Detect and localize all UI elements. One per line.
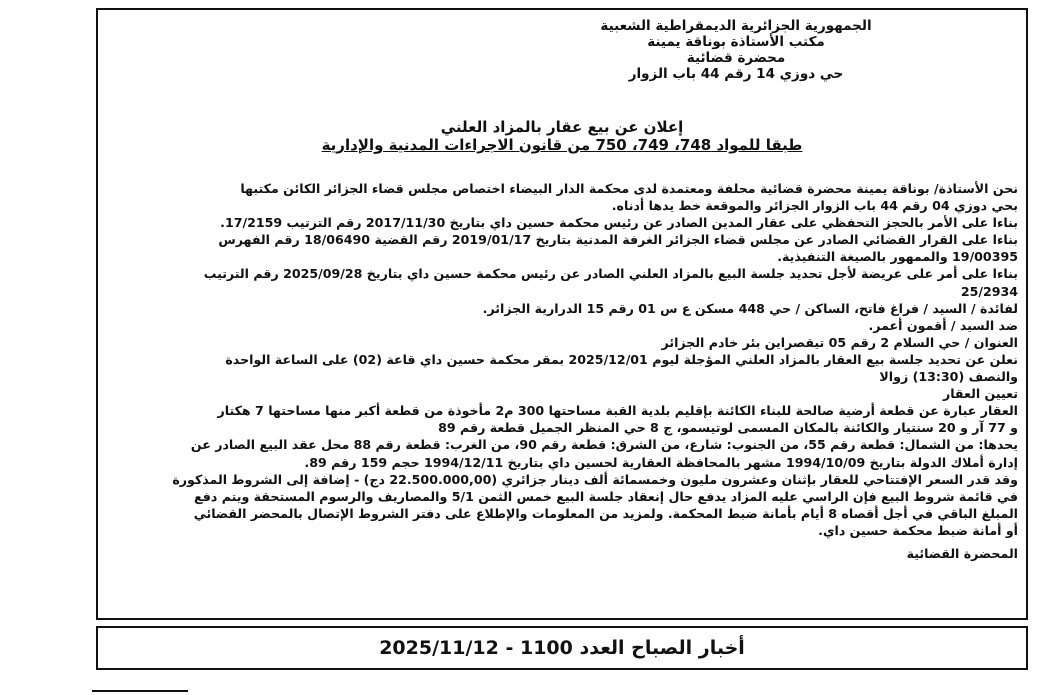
header-role: محضرة قضائية bbox=[686, 50, 786, 66]
body-line: تعيين العقار bbox=[942, 386, 1018, 402]
announcement-sheet bbox=[96, 8, 1028, 620]
body-line: العقار عبارة عن قطعة أرضية صالحة للبناء الكائنة بإقليم بلدية القبة مساحتها 300 م2 مأخوذة من قطعة أكبر منها مساحتها 7 هكتار bbox=[217, 403, 1018, 419]
body-line: بناءا على أمر على عريضة لأجل تحديد جلسة البيع بالمزاد العلني الصادر عن رئيس محكمة حسين داي بتاريخ 2025/09/28 رقم الترتيب bbox=[203, 266, 1018, 282]
header-address: حي دوزي 14 رقم 44 باب الزوار bbox=[628, 66, 844, 82]
body-line: والنصف (13:30) زوالا bbox=[879, 369, 1018, 385]
body-line: لفائدة / السيد / فراغ فاتح، الساكن / حي 448 مسكن ع س 01 رقم 15 الدرارية الجزائر. bbox=[482, 300, 1018, 316]
body-line: و 77 آر و 20 سنتيار والكائنة بالمكان المسمى لوتيسمو، ج 8 حي المنظر الجميل قطعة رقم 89 bbox=[438, 420, 1018, 436]
title-main: إعلان عن بيع عقار بالمزاد العلني bbox=[440, 118, 684, 136]
publication-footer: أخبار الصباح العدد 1100 - 2025/11/12 bbox=[96, 626, 1028, 670]
header-republic: الجمهورية الجزائرية الديمقراطية الشعبية bbox=[600, 18, 872, 34]
body-line: إدارة أملاك الدولة بتاريخ 1994/10/09 مشهر بالمحافظة العقارية لحسين داي بتاريخ 1994/12/11 حجم 159 رقم 89. bbox=[304, 454, 1018, 470]
body-line: بحي دوزي 04 رقم 44 باب الزوار الجزائر والموقعة خط يدها أدناه. bbox=[611, 198, 1018, 214]
issuer-header bbox=[476, 18, 996, 82]
title-legal-basis: طبقا للمواد 748، 749، 750 من قانون الاجراءات المدنية والإدارية bbox=[321, 136, 803, 154]
page-divider bbox=[92, 690, 188, 692]
body-line: بناءا على الأمر بالحجز التحفظي على عقار المدين الصادر عن رئيس محكمة حسين داي بتاريخ 2017/11/30 رقم الترتيب 17/2159. bbox=[220, 215, 1018, 231]
body-line: المبلغ الباقي في أجل أقصاه 8 أيام بأمانة ضبط المحكمة. ولمزيد من المعلومات والإطلاع على دفتر الشروط الإتصال بالمحضر القضائي bbox=[193, 505, 1018, 521]
body-line: نحن الأستاذة/ بوناقة يمينة محضرة قضائية محلفة ومعتمدة لدى محكمة الدار البيضاء اختصاص مجلس قضاء الجزائر الكائن مكتبها bbox=[240, 181, 1018, 196]
notice-body bbox=[104, 180, 1018, 562]
header-office: مكتب الأستاذة بوناقة يمينة bbox=[647, 34, 825, 50]
body-line: بناءا على القرار القضائي الصادر عن مجلس قضاء الجزائر الغرفة المدنية بتاريخ 2019/01/17 رقم القضية 18/06490 رقم الفهرس bbox=[218, 232, 1018, 248]
body-line: نعلن عن تحديد جلسة بيع العقار بالمزاد العلني المؤجلة ليوم 2025/12/01 بمقر محكمة حسين داي قاعة (02) على الساعة الواحدة bbox=[225, 351, 1018, 367]
body-line: العنوان / حي السلام 2 رقم 05 تيقصراين بئر خادم الجزائر bbox=[661, 334, 1018, 350]
body-line: في قائمة شروط البيع فإن الراسي عليه المزاد يدفع حال إنعقاد جلسة البيع خمس الثمن 5/1 والمصاريف والرسوم المستحقة ويتم دفع bbox=[194, 488, 1018, 504]
body-line: 19/00395 والممهور بالصيغة التنفيذية. bbox=[777, 249, 1018, 265]
body-line: يحدها: من الشمال: قطعة رقم 55، من الجنوب: شارع، من الشرق: قطعة رقم 90، من الغرب: قطعة رقم 88 محل عقد البيع الصادر عن bbox=[190, 437, 1018, 453]
body-line: وقد قدر السعر الإفتتاحي للعقار بإثنان وعشرون مليون وخمسمائة ألف دينار جزائري (22.500.000,00 دج) - إضافة إلى الشروط المذكورة bbox=[172, 471, 1018, 487]
notice-title bbox=[98, 118, 1026, 154]
body-line: 25/2934 bbox=[960, 283, 1018, 299]
body-line: أو أمانة ضبط محكمة حسين داي. bbox=[818, 522, 1018, 538]
signature-label: المحضرة القضائية bbox=[906, 545, 1018, 561]
body-line: ضد السيد / أقمون أعمر. bbox=[868, 317, 1018, 333]
